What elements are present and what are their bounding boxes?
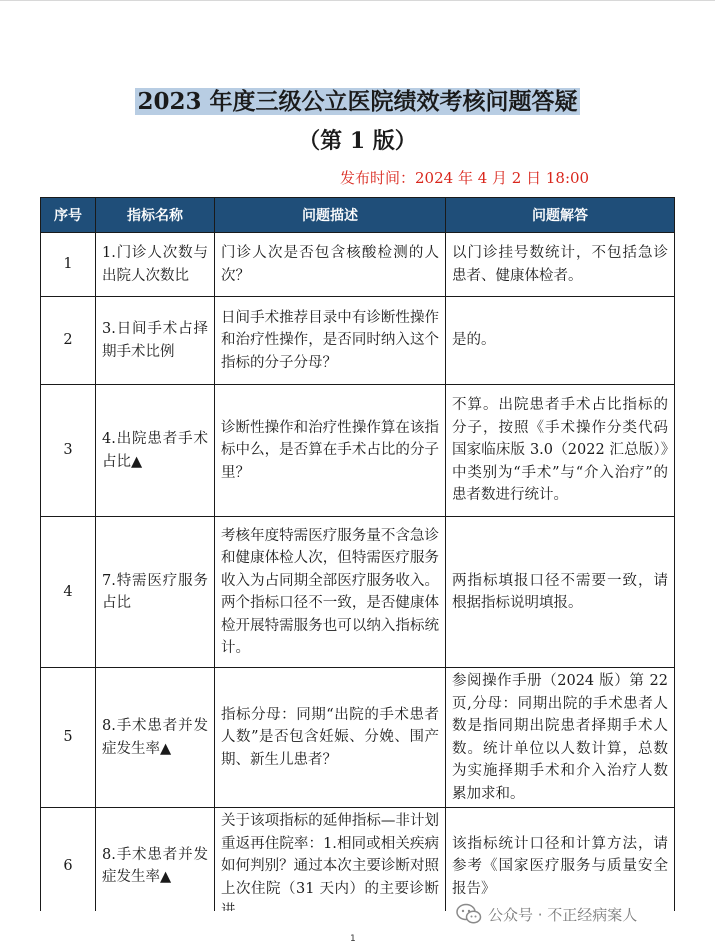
row-number: 1 — [41, 233, 96, 297]
header-no: 序号 — [41, 198, 96, 233]
indicator-name: 3.日间手术占择期手术比例 — [96, 297, 215, 385]
table-row — [41, 385, 675, 517]
answer-text: 不算。出院患者手术占比指标的分子，按照《手术操作分类代码 国家临床版 3.0（2022 汇总版）》中类别为“手术”与“介入治疗”的患者数进行统计。 — [446, 385, 675, 517]
row-number: 2 — [41, 297, 96, 385]
answer-text: 两指标填报口径不需要一致，请根据指标说明填报。 — [446, 517, 675, 668]
row-number: 5 — [41, 668, 96, 808]
question-text: 日间手术推荐目录中有诊断性操作和治疗性操作，是否同时纳入这个指标的分子分母？ — [215, 297, 446, 385]
qa-table — [40, 197, 675, 926]
header-answer: 问题解答 — [446, 198, 675, 233]
question-text: 指标分母：同期“出院的手术患者人数”是否包含妊娠、分娩、围产期、新生儿患者？ — [215, 668, 446, 808]
row-number: 3 — [41, 385, 96, 517]
indicator-name: 8.手术患者并发症发生率▲ — [96, 668, 215, 808]
indicator-name: 8.手术患者并发症发生率▲ — [96, 808, 215, 926]
document-title: 2023 年度三级公立医院绩效考核问题答疑 — [137, 88, 578, 115]
page-number: 1 — [350, 934, 356, 944]
row-number: 4 — [41, 517, 96, 668]
row-number: 6 — [41, 808, 96, 926]
indicator-name: 4.出院患者手术占比▲ — [96, 385, 215, 517]
answer-text: 是的。 — [446, 297, 675, 385]
document-subtitle: （第 1 版） — [298, 128, 417, 154]
question-text: 关于该项指标的延伸指标—非计划重返再住院率：1.相同或相关疾病如何判别？通过本次主要诊断对照上次住院（31 天内）的主要诊断 — [215, 808, 446, 926]
indicator-name: 1.门诊人次数与出院人次数比 — [96, 233, 215, 297]
indicator-name: 7.特需医疗服务占比 — [96, 517, 215, 668]
watermark — [456, 902, 637, 926]
table-header-row — [41, 198, 675, 233]
publish-time: 发布时间：2024 年 4 月 2 日 18:00 — [340, 169, 590, 187]
watermark-text: 公众号 · 不正经病案人 — [488, 905, 638, 924]
question-text: 诊断性操作和治疗性操作算在该指标中么，是否算在手术占比的分子里？ — [215, 385, 446, 517]
header-question: 问题描述 — [215, 198, 446, 233]
top-border-line — [0, 0, 715, 1]
question-text: 考核年度特需医疗服务量不含急诊和健康体检人次，但特需医疗服务收入为占同期全部医疗服务收入。两个指标口径不一致，是否健康体检开展特需服务也可以纳入指标统计。 — [215, 517, 446, 668]
wechat-icon — [456, 903, 482, 925]
table-row — [41, 297, 675, 385]
table-row — [41, 233, 675, 297]
answer-text: 参阅操作手册（2024 版）第 22 页,分母：同期出院的手术患者人数是指同期出院患者择期手术人数。统计单位以人数计算，总数为实施择期手术和介入治疗人数累加求和。 — [446, 668, 675, 808]
answer-text: 该指标统计口径和计算方法，请参考《国家医疗服务与质量安全报告》 — [446, 808, 675, 926]
question-text: 门诊人次是否包含核酸检测的人次？ — [215, 233, 446, 297]
answer-text: 以门诊挂号数统计，不包括急诊患者、健康体检者。 — [446, 233, 675, 297]
table-row — [41, 517, 675, 668]
header-indicator: 指标名称 — [96, 198, 215, 233]
table-row — [41, 668, 675, 808]
